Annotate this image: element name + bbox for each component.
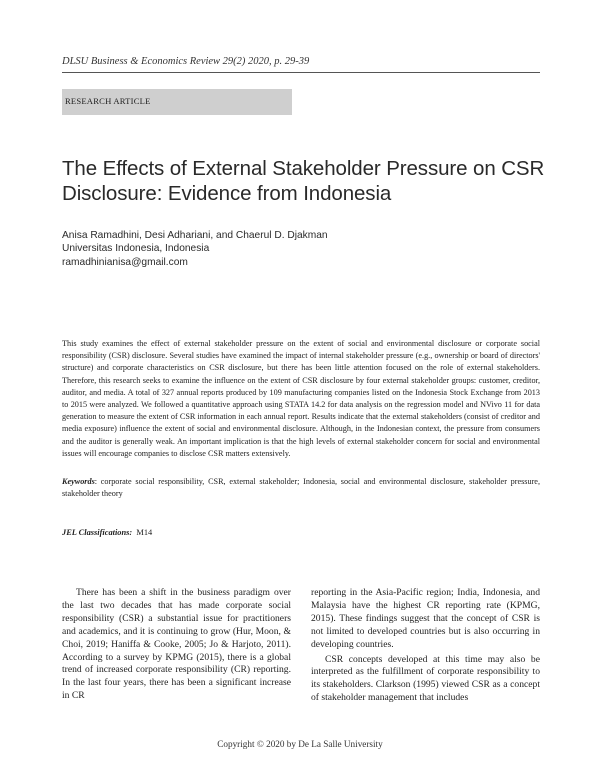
paper-title [62, 157, 552, 206]
author-affiliation: Universitas Indonesia, Indonesia [62, 243, 210, 255]
paper-title-line-2: Disclosure: Evidence from Indonesia [62, 181, 392, 205]
author-names: Anisa Ramadhini, Desi Adhariani, and Chaerul D. Djakman [62, 230, 328, 241]
jel-classification [62, 528, 152, 537]
author-block [62, 229, 328, 269]
header-rule [62, 72, 540, 73]
body-paragraph: There has been a shift in the business paradigm over the last two decades that has made corporate social responsibility (CSR) a substantial issue for practitioners and academics, and it is continuing to grow (Hur, Moon, & Choi, 2019; Haniffa & Cooke, 2005; Jo & Harjoto, 2011). According to a survey by KPMG (2015), there is a global trend of increased corporate responsibility (CR) reporting. In the last four years, there has been a significant increase in CR [62, 587, 291, 702]
body-column-right [311, 587, 540, 705]
paper-title-line-1: The Effects of External Stakeholder Pressure on CSR [62, 157, 545, 180]
abstract: This study examines the effect of external stakeholder pressure on the extent of social and environmental disclosure or corporate social responsibility (CSR) disclosure. Several studies have examined the impact of internal stakeholder pressure (e.g., ownership or board of directors' structure) and corporate characteristics on CSR disclosure, but there has been little attention focused on the role of external stakeholders. Therefore, this research seeks to examine the influence on the extent of CSR disclosure by four external stakeholder groups: customer, creditor, auditor, and media. A total of 327 annual reports produced by 109 manufacturing companies listed on the Indonesia Stock Exchange from 2013 to 2015 were analyzed. We followed a quantitative approach using STATA 14.2 for data analysis on the regression model and NVivo 11 for data generation to measure the extent of CSR information in each annual report. Results indicate that the external stakeholders (consist of creditor and media exposure) influence the extent of social and environmental disclosure. Although, in the Indonesian context, the pressure from consumers and the auditor is generally weak. An important implication is that the high levels of external stakeholder concern for social and environmental issues will encourage companies to disclose CSR matters extensively. [62, 339, 540, 458]
keywords-label: Keywords [62, 477, 95, 486]
jel-label: JEL Classifications: [62, 528, 133, 537]
body-paragraph: reporting in the Asia-Pacific region; India, Indonesia, and Malaysia have the highest CR reporting rate (KPMG, 2015). These findings suggest that the concept of CSR is not limited to developed countries but is also occurring in developing countries. [311, 587, 540, 650]
body-paragraph: CSR concepts developed at this time may also be interpreted as the fulfillment of corporate responsibility to its stakeholders. Clarkson (1995) viewed CSR as a concept of stakeholder management that includes [311, 653, 540, 704]
body-column-left [62, 587, 291, 703]
author-email: ramadhinianisa@gmail.com [62, 256, 188, 268]
copyright-footer: Copyright © 2020 by De La Salle University [217, 739, 383, 749]
jel-value: M14 [136, 528, 153, 537]
article-type-badge: RESEARCH ARTICLE [62, 89, 292, 115]
keywords [62, 476, 540, 500]
keywords-text: : corporate social responsibility, CSR, external stakeholder; Indonesia, social and environmental disclosure, stakeholder pressure, stakeholder theory [62, 477, 540, 498]
journal-header: DLSU Business & Economics Review 29(2) 2020, p. 29-39 [62, 56, 310, 67]
